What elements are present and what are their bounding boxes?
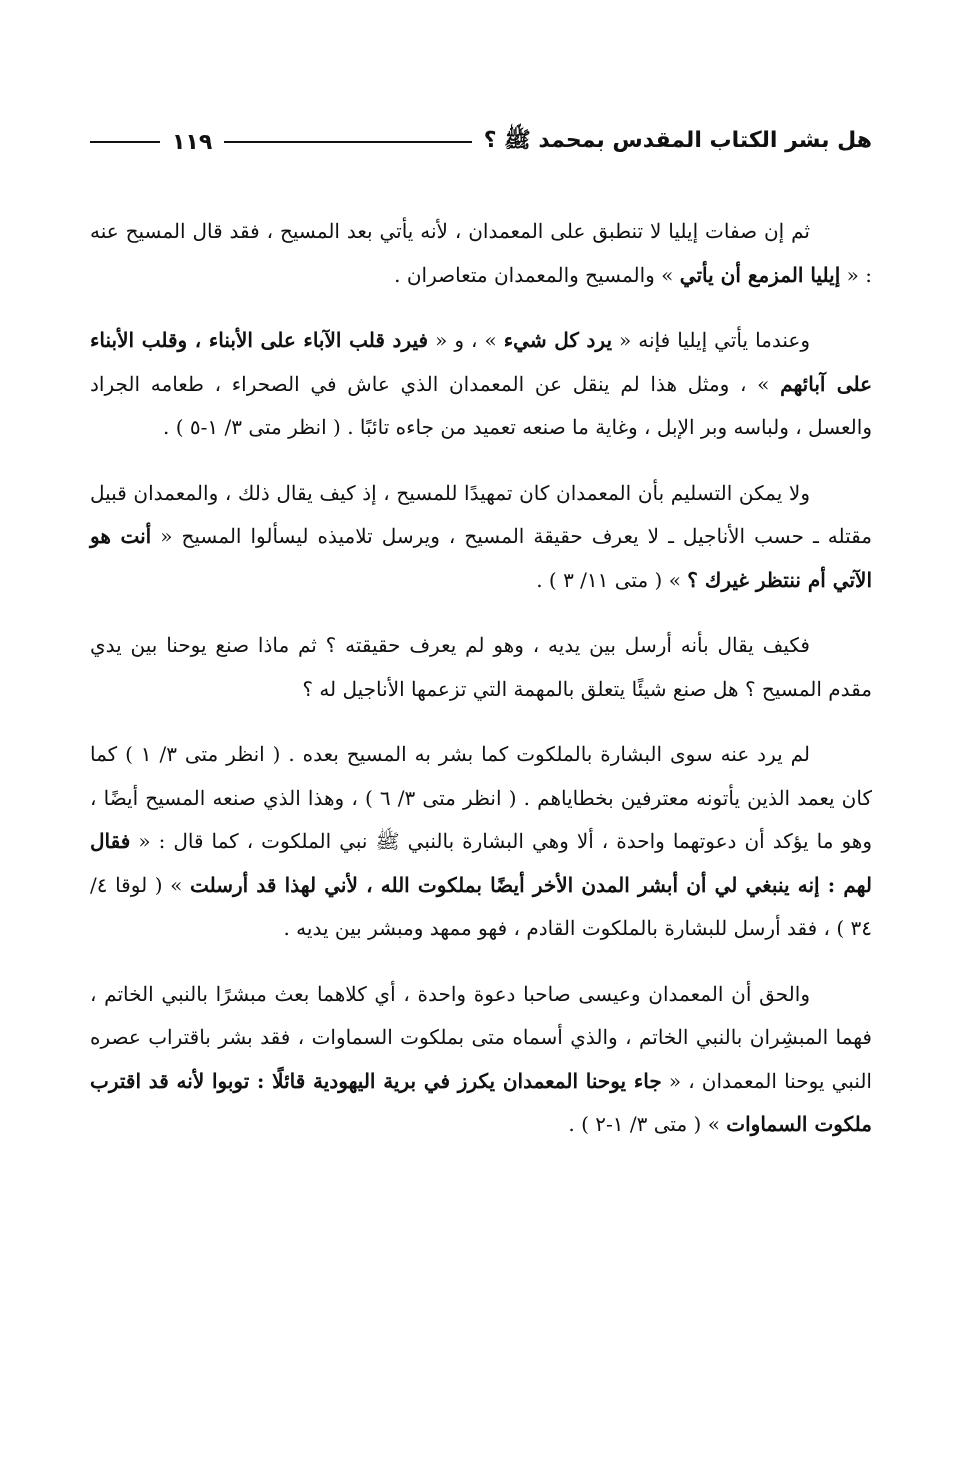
paragraph-2-bold-quote-b: فيرد قلب الآباء على الأبناء ، وقلب الأبناء على آبائهم: [90, 328, 872, 396]
page-number: ١١٩: [172, 129, 213, 155]
paragraph-4-text: فكيف يقال بأنه أرسل بين يديه ، وهو لم يعرف حقيقته ؟ ثم ماذا صنع يوحنا بين يدي مقدم المسيح ؟ هل صنع شيئًا يتعلق بالمهمة التي تزعمها الأناجيل له ؟: [90, 633, 872, 701]
paragraph-3-text-b: » ( متى ١١/ ٣ ) .: [536, 567, 688, 592]
paragraph-1: [90, 210, 872, 297]
paragraph-1-text-b: » والمسيح والمعمدان متعاصران .: [394, 262, 680, 287]
paragraph-3-bold-quote: أنت هو الآتي أم ننتظر غيرك ؟: [90, 524, 872, 592]
paragraph-6: [90, 973, 872, 1147]
paragraph-3-text-a: ولا يمكن التسليم بأن المعمدان كان تمهيدًا للمسيح ، إذ كيف يقال ذلك ، والمعمدان قبيل مقتله ـ حسب الأناجيل ـ لا يعرف حقيقة المسيح ، ويرسل تلاميذه ليسألوا المسيح «: [90, 480, 873, 548]
book-page: [90, 118, 872, 1169]
paragraph-5: [90, 733, 872, 951]
header-title: هل بشر الكتاب المقدس بمحمد ﷺ ؟: [483, 128, 872, 153]
paragraph-2: [90, 319, 872, 450]
body-text: [90, 210, 872, 1147]
paragraph-6-bold-quote: جاء يوحنا المعمدان يكرز في برية اليهودية قائلًا : توبوا لأنه قد اقترب ملكوت السماوات: [90, 1068, 872, 1136]
paragraph-6-text-a: والحق أن المعمدان وعيسى صاحبا دعوة واحدة ، أي كلاهما بعث مبشرًا بالنبي الخاتم ، فهما المبشِران بالنبي الخاتم ، والذي أسماه متى بملكوت السماوات ، فقد بشر باقتراب عصره النبي يوحنا المعمدان ، «: [90, 981, 872, 1093]
paragraph-5-bold-quote: فقال لهم : إنه ينبغي لي أن أبشر المدن الأخر أيضًا بملكوت الله ، لأني لهذا قد أرسلت: [90, 829, 872, 897]
paragraph-6-text-b: » ( متى ٣/ ١-٢ ) .: [568, 1112, 727, 1136]
paragraph-2-text-b: » ، و «: [428, 328, 504, 352]
header-rule-long: [224, 141, 471, 143]
paragraph-2-text-c: » ، ومثل هذا لم ينقل عن المعمدان الذي عاش في الصحراء ، طعامه الجراد والعسل ، ولباسه وبر الإبل ، وغاية ما صنعه تعميد من جاءه تائبًا . ( انظر متى ٣/ ١-٥ ) .: [90, 371, 872, 439]
paragraph-1-text-a: ثم إن صفات إيليا لا تنطبق على المعمدان ، لأنه يأتي بعد المسيح ، فقد قال المسيح عنه : «: [90, 219, 872, 287]
paragraph-4: [90, 624, 872, 711]
paragraph-1-bold-quote: إيليا المزمع أن يأتي: [679, 262, 841, 287]
paragraph-2-text-a: وعندما يأتي إيليا فإنه «: [612, 328, 810, 352]
paragraph-3: [90, 472, 872, 603]
paragraph-5-text-b: » ( لوقا ٤/ ٣٤ ) ، فقد أرسل للبشارة بالملكوت القادم ، فهو ممهد ومبشر بين يديه .: [90, 872, 872, 940]
running-header: [90, 118, 872, 166]
header-rule-short: [90, 141, 160, 143]
paragraph-2-bold-quote-a: يرد كل شيء: [503, 328, 613, 352]
paragraph-5-text-a: لم يرد عنه سوى البشارة بالملكوت كما بشر به المسيح بعده . ( انظر متى ٣/ ١ ) كما كان يعمد الذين يأتونه معترفين بخطاياهم . ( انظر متى ٣/ ٦ ) ، وهذا الذي صنعه المسيح أيضًا ، وهو ما يؤكد أن دعوتهما واحدة ، ألا وهي البشارة بالنبي ﷺ نبي الملكوت ، كما قال : «: [90, 742, 872, 853]
